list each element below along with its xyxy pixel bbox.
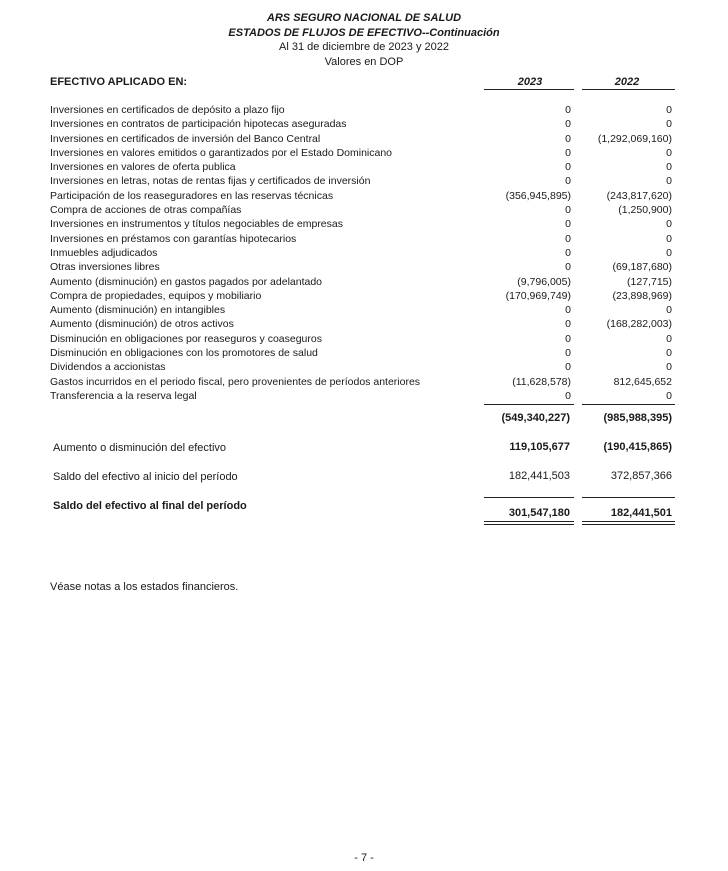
cash-applied-rows [50,103,675,403]
row-label: Participación de los reaseguradores en las reservas técnicas [50,189,334,202]
row-value-2023: 0 [565,175,571,188]
row-value-2023: 0 [565,161,571,174]
row-value-2022: 0 [666,232,672,245]
row-label: Compra de propiedades, equipos y mobiliario [50,289,262,302]
closing-double-underline-2022-b [582,524,675,525]
closing-double-underline-2022-a [582,521,675,522]
closing-double-underline-2023-a [484,521,574,522]
row-label: Inversiones en contratos de participación hipotecas aseguradas [50,118,347,131]
row-value-2022: 0 [666,246,672,259]
row-value-2022: 0 [666,218,672,231]
table-row [50,146,675,160]
table-row [50,317,675,331]
net-change-2023: 119,105,677 [509,441,570,453]
opening-balance-2023: 182,441,503 [508,470,570,482]
row-label: Inversiones en instrumentos y títulos negociables de empresas [50,218,343,231]
closing-topline-2023 [484,497,574,498]
row-value-2023: (9,796,005) [517,275,571,288]
row-value-2022: 0 [666,161,672,174]
currency-note: Valores en DOP [324,55,404,68]
row-label: Gastos incurridos en el periodo fiscal, pero provenientes de períodos anteriores [50,375,421,388]
row-value-2022: (243,817,620) [606,189,672,202]
row-value-2023: 0 [565,361,571,374]
table-row [50,217,675,231]
table-row [50,332,675,346]
row-value-2023: 0 [565,218,571,231]
table-row [50,389,675,403]
subtotal-underline-2023 [484,404,574,405]
row-value-2023: 0 [565,332,571,345]
row-value-2023: 0 [565,104,571,116]
column-header-underline-2022 [582,89,675,90]
footnote: Véase notas a los estados financieros. [50,581,239,593]
row-value-2022: 0 [666,118,672,131]
row-label: Inversiones en letras, notas de rentas fijas y certificados de inversión [50,175,371,188]
column-header-2023: 2023 [517,76,543,88]
row-value-2023: 0 [565,246,571,259]
row-value-2023: (11,628,578) [512,375,571,388]
table-row [50,232,675,246]
row-label: Dividendos a accionistas [50,361,166,374]
row-label: Otras inversiones libres [50,261,160,274]
row-value-2022: 0 [666,304,672,317]
row-value-2022: 0 [666,146,672,159]
net-change-label: Aumento o disminución del efectivo [53,442,227,454]
row-label: Disminución en obligaciones con los promotores de salud [50,347,318,360]
table-row [50,375,675,389]
table-row [50,117,675,131]
row-value-2023: 0 [565,146,571,159]
table-row [50,132,675,146]
table-row [50,275,675,289]
opening-balance-label: Saldo del efectivo al inicio del período [53,471,238,483]
closing-topline-2022 [582,497,675,498]
row-value-2023: 0 [565,347,571,360]
row-value-2022: (23,898,969) [612,289,672,302]
row-value-2022: (69,187,680) [612,261,672,274]
table-row [50,246,675,260]
row-value-2022: 0 [666,347,672,360]
table-row [50,289,675,303]
row-value-2022: (1,292,069,160) [597,132,672,145]
net-change-2022: (190,415,865) [603,441,672,453]
section-title: EFECTIVO APLICADO EN: [50,76,188,88]
row-value-2023: 0 [565,204,571,217]
table-row [50,346,675,360]
subtotal-2022: (985,988,395) [603,412,672,424]
row-value-2022: 0 [666,332,672,345]
row-value-2023: 0 [565,389,571,402]
row-label: Inversiones en valores emitidos o garantizados por el Estado Dominicano [50,146,393,159]
subtotal-2023: (549,340,227) [501,412,570,424]
statement-title: ESTADOS DE FLUJOS DE EFECTIVO--Continuación [228,26,500,39]
table-row [50,160,675,174]
closing-balance-2022: 182,441,501 [610,507,672,519]
table-row [50,360,675,374]
page-number: - 7 - [354,852,374,864]
statement-date: Al 31 de diciembre de 2023 y 2022 [278,41,449,53]
row-label: Compra de acciones de otras compañías [50,204,242,217]
subtotal-underline-2022 [582,404,675,405]
row-value-2022: 0 [666,361,672,374]
row-label: Transferencia a la reserva legal [50,389,197,402]
company-name: ARS SEGURO NACIONAL DE SALUD [266,12,462,24]
row-label: Inmuebles adjudicados [50,246,158,259]
row-value-2023: 0 [565,232,571,245]
closing-balance-2023: 301,547,180 [508,507,570,519]
column-header-underline-2023 [484,89,574,90]
row-label: Inversiones en valores de oferta publica [50,161,236,174]
row-value-2023: 0 [565,261,571,274]
table-row [50,189,675,203]
row-label: Disminución en obligaciones por reaseguros y coaseguros [50,332,322,345]
row-label: Aumento (disminución) de otros activos [50,318,234,331]
statement-header [0,11,728,69]
table-row [50,103,675,117]
row-value-2022: 812,645,652 [613,375,672,388]
row-label: Aumento (disminución) en gastos pagados por adelantado [50,275,323,288]
row-value-2022: 0 [666,389,672,402]
row-value-2022: 0 [666,175,672,188]
table-row [50,303,675,317]
opening-balance-2022: 372,857,366 [610,470,672,482]
row-value-2022: (168,282,003) [606,318,672,331]
row-value-2023: (356,945,895) [505,189,571,202]
table-row [50,260,675,274]
row-label: Aumento (disminución) en intangibles [50,304,226,317]
row-value-2023: 0 [565,304,571,317]
table-row [50,203,675,217]
closing-double-underline-2023-b [484,524,574,525]
row-label: Inversiones en certificados de depósito a plazo fijo [50,104,285,116]
row-value-2023: (170,969,749) [505,289,571,302]
column-header-2022: 2022 [614,76,640,88]
row-value-2022: (127,715) [627,275,672,288]
row-value-2023: 0 [565,132,571,145]
closing-balance-label: Saldo del efectivo al final del período [53,500,247,512]
table-row [50,174,675,188]
row-label: Inversiones en certificados de inversión del Banco Central [50,132,321,145]
row-label: Inversiones en préstamos con garantías hipotecarios [50,232,297,245]
row-value-2022: 0 [666,104,672,116]
row-value-2023: 0 [565,318,571,331]
row-value-2022: (1,250,900) [618,204,672,217]
row-value-2023: 0 [565,118,571,131]
